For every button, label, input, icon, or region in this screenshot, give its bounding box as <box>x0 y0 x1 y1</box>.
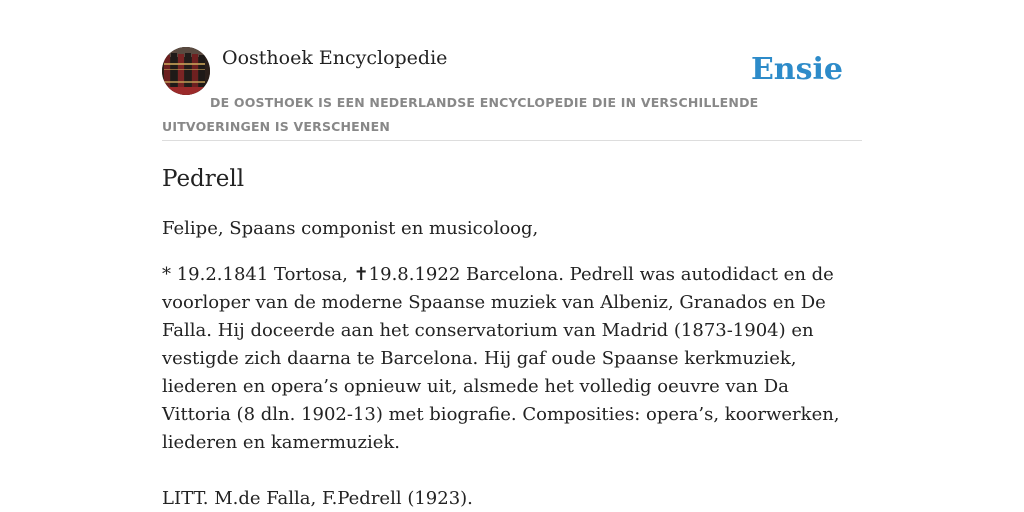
entry-title: Pedrell <box>162 166 245 192</box>
entry-intro: Felipe, Spaans componist en musicoloog, <box>162 218 539 239</box>
site-tagline: DE OOSTHOEK IS EEN NEDERLANDSE ENCYCLOPEDIE DIE IN VERSCHILLENDE UITVOERINGEN IS VERSCHENEN <box>162 95 759 134</box>
avatar[interactable] <box>162 47 210 95</box>
brand-logo-link[interactable]: Ensie <box>750 52 843 87</box>
entry-content <box>162 160 862 512</box>
entry-literature: LITT. M.de Falla, F.Pedrell (1923). <box>162 488 473 509</box>
encyclopedia-books-icon <box>162 47 210 95</box>
entry-body: * 19.2.1841 Tortosa, ✝19.8.1922 Barcelona. Pedrell was autodidact en de voorloper van de moderne Spaanse muziek van Albeniz, Granados en De Falla. Hij doceerde aan het conservatorium van Madrid (1873-1904) en vestigde zich daarna te Barcelona. Hij gaf oude Spaanse kerkmuziek, liederen en opera’s opnieuw uit, alsmede het volledig oeuvre van Da Vittoria (8 dln. 1902-13) met biografie. Composities: opera’s, koorwerken, liederen en kamermuziek. <box>162 264 840 453</box>
site-header <box>162 46 862 141</box>
site-title[interactable]: Oosthoek Encyclopedie <box>222 47 448 69</box>
